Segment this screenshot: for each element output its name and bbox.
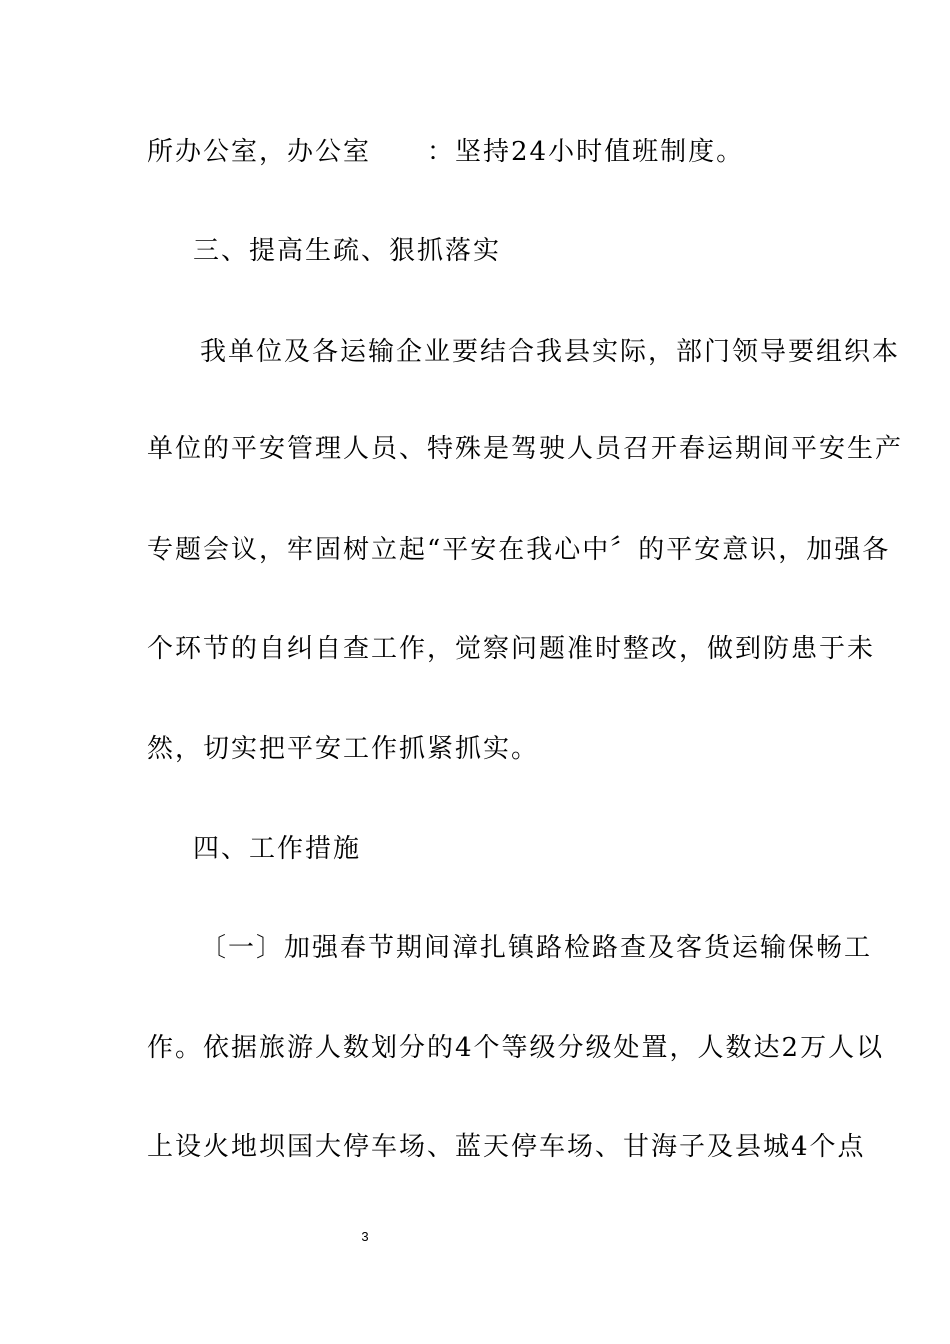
section-heading: 四、工作措施 — [193, 834, 362, 864]
body-text-line: 专题会议，牢固树立起“平安在我心中〞的平安意识，加强各 — [147, 535, 891, 565]
body-text-line: 所办公室，办公室 ：坚持24小时值班制度。 — [147, 137, 745, 167]
body-text-line: 然，切实把平安工作抓紧抓实。 — [147, 734, 540, 764]
body-text-line: 单位的平安管理人员、特殊是驾驶人员召开春运期间平安生产 — [147, 434, 904, 464]
body-text-line: 〔一〕加强春节期间漳扎镇路检路查及客货运输保畅工 — [200, 933, 873, 963]
section-heading: 三、提高生疏、狠抓落实 — [193, 236, 502, 266]
body-text-line: 上设火地坝国大停车场、蓝天停车场、甘海子及县城4个点 — [147, 1132, 866, 1162]
body-text-line: 作。依据旅游人数划分的4个等级分级处置，人数达2万人以 — [147, 1033, 885, 1063]
body-text-line: 个环节的自纠自查工作，觉察问题准时整改，做到防患于未 — [147, 634, 876, 664]
page-number: 3 — [361, 1229, 369, 1244]
body-text-line: 我单位及各运输企业要结合我县实际，部门领导要组织本 — [200, 337, 901, 367]
